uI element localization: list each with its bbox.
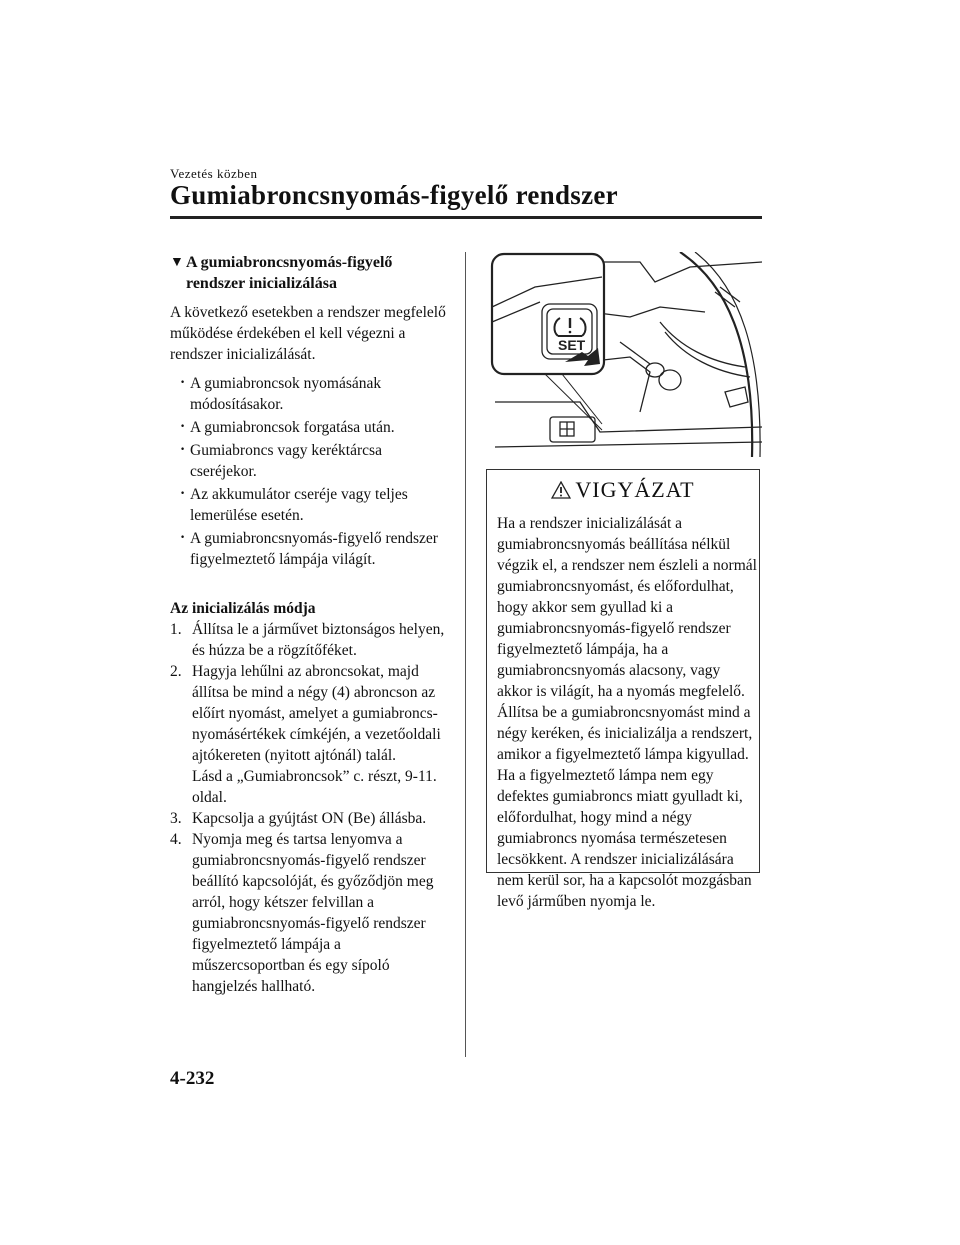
step-body xyxy=(192,661,450,808)
list-item: · A gumiabroncsnyomás-figyelő rendszer figyelmeztető lámpája világít. xyxy=(180,528,450,570)
warning-text: Ha a rendszer inicializálását a gumiabroncsnyomás beállítása nélkül végzik el, a rendszer nem észleli a normál gumiabroncsnyomást, és előfordulhat, hogy akkor sem gyullad ki a gumiabroncsnyomás-figyelő rendszer figyelmeztető lámpája, ha a gumiabroncsnyomás alacsony, vagy akkor is világít, ha a nyomás megfelelő. Állítsa be a gumiabroncsnyomást mind a négy keréken, és inicializálja a rendszert, amikor a figyelmeztető lámpa kigyullad. Ha a figyelmeztető lámpa nem egy defektes gumiabroncs miatt gyulladt ki, előfordulhat, hogy mind a négy gumiabroncs nyomása természetesen lecsökkent. A rendszer inicializálására nem kerül sor, ha a kapcsolót mozgásban levő járműben nyomja le. xyxy=(497,515,757,910)
title-rule xyxy=(170,216,762,219)
page-number: 4-232 xyxy=(170,1068,215,1089)
step-text: Állítsa le a járművet biztonságos helyen, és húzza be a rögzítőféket. xyxy=(192,621,445,659)
step-item xyxy=(170,829,450,997)
step-number: 3. xyxy=(170,810,182,827)
warning-box xyxy=(486,469,760,910)
procedure-steps xyxy=(170,619,450,997)
triangle-marker-icon: ▼ xyxy=(170,255,184,270)
subheading-text: A gumiabroncsnyomás-figyelő rendszer inicializálása xyxy=(186,254,393,292)
set-button-label: SET xyxy=(558,337,586,353)
condition-list xyxy=(170,373,450,570)
list-item: · A gumiabroncsok forgatása után. xyxy=(180,417,450,438)
list-item: · Az akkumulátor cseréje vagy teljes lemerülése esetén. xyxy=(180,484,450,526)
warning-triangle-icon xyxy=(551,481,571,499)
step-item xyxy=(170,661,450,808)
step-item xyxy=(170,808,450,829)
step-number: 2. xyxy=(170,663,182,680)
step-text: Nyomja meg és tartsa lenyomva a gumiabroncsnyomás-figyelő rendszer beállító kapcsolóját, és győződjön meg arról, hogy kétszer felvillan a gumiabroncsnyomás-figyelő rendszer figyelmeztető lámpája a műszercsoportban és egy sípoló hangjelzés hallható. xyxy=(192,831,434,995)
warning-header xyxy=(487,476,759,504)
procedure-title: Az inicializálás módja xyxy=(170,600,316,617)
subheading xyxy=(170,252,450,294)
step-item xyxy=(170,619,450,661)
step-text: Hagyja lehűlni az abroncsokat, majd állítsa be mind a négy (4) abroncson az előírt nyomást, amelyet a gumiabroncs-nyomásértékek címkéjén, a vezetőoldali ajtókereten (nyitott ajtónál) talál. xyxy=(192,663,441,764)
dashboard-illustration xyxy=(490,252,762,457)
step-number: 4. xyxy=(170,831,182,848)
page-title: Gumiabroncsnyomás-figyelő rendszer xyxy=(170,180,618,210)
left-column xyxy=(170,252,450,997)
step-number: 1. xyxy=(170,621,182,638)
step-text: Kapcsolja a gyújtást ON (Be) állásba. xyxy=(192,810,427,827)
list-item: · A gumiabroncsok nyomásának módosításakor. xyxy=(180,373,450,415)
column-divider xyxy=(465,252,466,1057)
cross-reference-link[interactable]: Lásd a „Gumiabroncsok” c. részt, 9-11. oldal. xyxy=(192,768,437,806)
list-item: · Gumiabroncs vagy keréktárcsa cseréjekor. xyxy=(180,440,450,482)
intro-paragraph: A következő esetekben a rendszer megfelelő működése érdekében el kell végezni a rendszer inicializálását. xyxy=(170,304,446,363)
section-label: Vezetés közben xyxy=(170,166,258,181)
warning-title: VIGYÁZAT xyxy=(575,477,695,502)
